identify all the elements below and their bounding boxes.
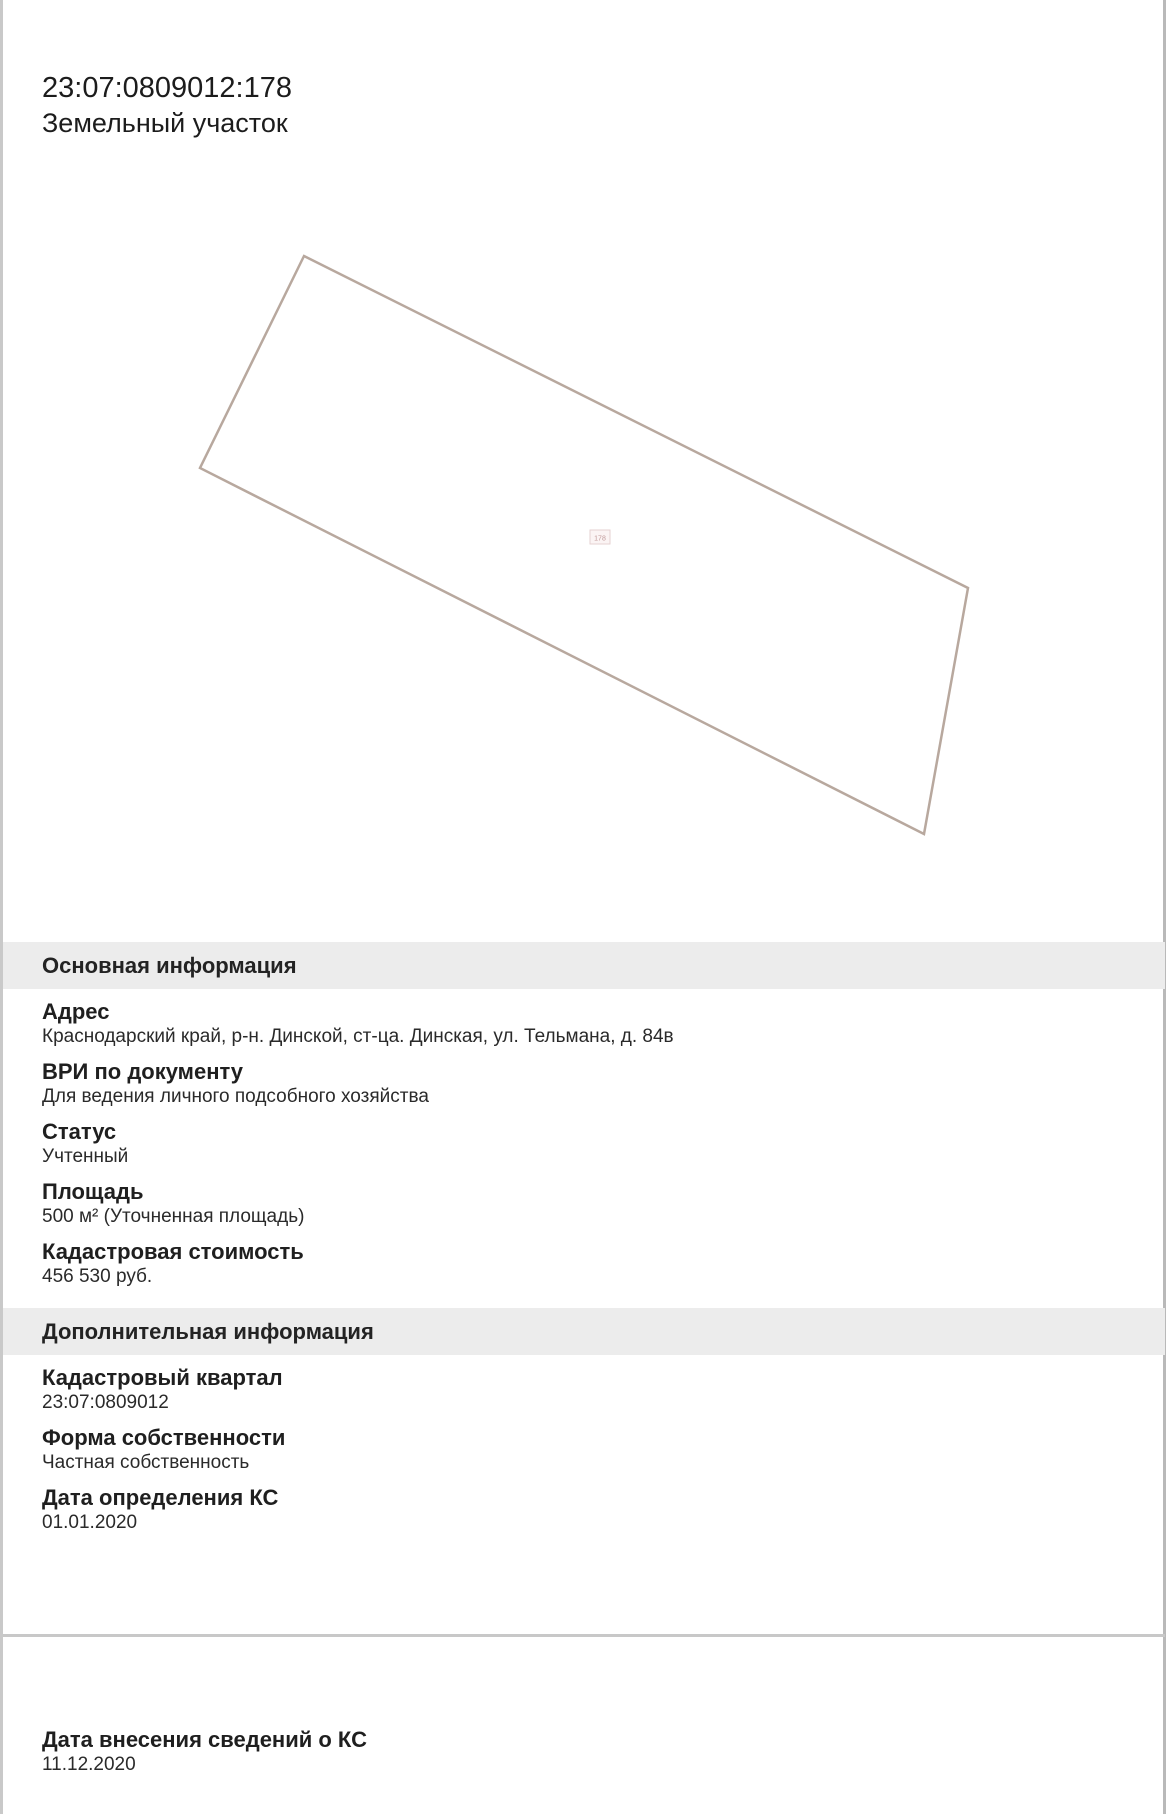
parcel-map bbox=[0, 0, 1170, 900]
field-value: 23:07:0809012 bbox=[42, 1392, 169, 1413]
field-area bbox=[42, 1179, 304, 1229]
field-value: 500 м² (Уточненная площадь) bbox=[42, 1206, 305, 1227]
field-label: Кадастровый квартал bbox=[42, 1365, 283, 1390]
field-value: 01.01.2020 bbox=[42, 1512, 138, 1533]
field-status bbox=[42, 1119, 128, 1169]
field-value: Краснодарский край, р-н. Динской, ст-ца. Динская, ул. Тельмана, д. 84в bbox=[42, 1026, 674, 1047]
field-label: Дата определения КС bbox=[42, 1485, 279, 1510]
object-type: Земельный участок bbox=[42, 108, 288, 138]
main-info-header bbox=[3, 942, 1165, 989]
field-label: Форма собственности bbox=[42, 1425, 286, 1450]
field-label: Площадь bbox=[42, 1179, 144, 1204]
field-label: Дата внесения сведений о КС bbox=[42, 1727, 367, 1752]
parcel-outline[interactable] bbox=[200, 256, 968, 834]
field-value: 456 530 руб. bbox=[42, 1266, 153, 1287]
field-permitted-use bbox=[42, 1059, 429, 1109]
field-value: Частная собственность bbox=[42, 1452, 250, 1473]
additional-info-header bbox=[3, 1308, 1165, 1355]
field-label: ВРИ по документу bbox=[42, 1059, 244, 1084]
field-ownership-form bbox=[42, 1425, 285, 1475]
field-address bbox=[42, 999, 674, 1049]
field-cadastral-value bbox=[42, 1239, 304, 1289]
field-value: Учтенный bbox=[42, 1146, 129, 1167]
cadastral-number: 23:07:0809012:178 bbox=[42, 72, 292, 104]
field-value: 11.12.2020 bbox=[42, 1754, 136, 1775]
parcel-label: 178 bbox=[594, 535, 606, 543]
field-value-entry-date bbox=[42, 1727, 367, 1777]
page-divider bbox=[3, 1634, 1165, 1637]
field-valuation-date bbox=[42, 1485, 278, 1535]
field-value: Для ведения личного подсобного хозяйства bbox=[42, 1086, 429, 1107]
field-label: Статус bbox=[42, 1119, 117, 1144]
additional-info-title: Дополнительная информация bbox=[42, 1318, 374, 1344]
field-label: Кадастровая стоимость bbox=[42, 1239, 304, 1264]
main-info-title: Основная информация bbox=[42, 952, 297, 978]
field-label: Адрес bbox=[42, 999, 110, 1024]
field-cadastral-quarter bbox=[42, 1365, 283, 1415]
